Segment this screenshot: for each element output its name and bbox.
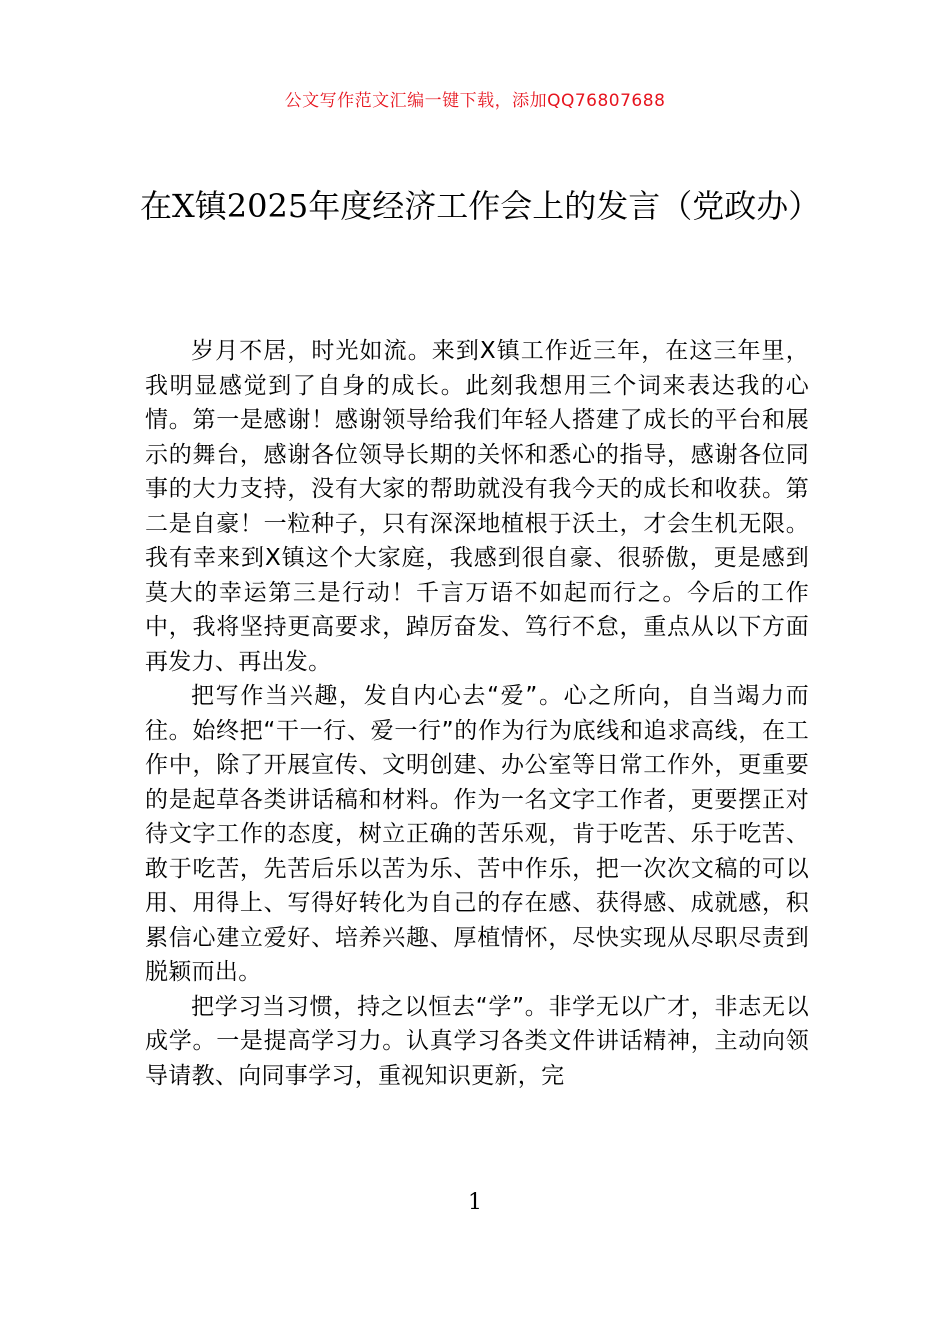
body-paragraph-3: 把学习当习惯，持之以恒去“学”。非学无以广才，非志无以成学。一是提高学习力。认真学习各类文件讲话精神，主动向领导请教、向同事学习，重视知识更新，完 bbox=[145, 993, 809, 1089]
document-title: 在X镇2025年度经济工作会上的发言（党政办） bbox=[140, 187, 821, 225]
body-paragraph-2: 把写作当兴趣，发自内心去“爱”。心之所向，自当竭力而往。始终把“干一行、爱一行”的作为行为底线和追求高线，在工作中，除了开展宣传、文明创建、办公室等日常工作外，更重要的是起草各类讲话稿和材料。作为一名文字工作者，更要摆正对待文字工作的态度，树立正确的苦乐观，肯于吃苦、乐于吃苦、敢于吃苦，先苦后乐以苦为乐、苦中作乐，把一次次文稿的可以用、用得上、写得好转化为自己的存在感、获得感、成就感，积累信心建立爱好、培养兴趣、厚植情怀，尽快实现从尽职尽责到脱颖而出。 bbox=[145, 683, 809, 985]
download-promo-note: 公文写作范文汇编一键下载，添加QQ76807688 bbox=[284, 91, 666, 111]
body-paragraph-1: 岁月不居，时光如流。来到X镇工作近三年，在这三年里，我明显感觉到了自身的成长。此刻我想用三个词来表达我的心情。第一是感谢！感谢领导给我们年轻人搭建了成长的平台和展示的舞台，感谢各位领导长期的关怀和悉心的指导，感谢各位同事的大力支持，没有大家的帮助就没有我今天的成长和收获。第二是自豪！一粒种子，只有深深地植根于沃土，才会生机无限。我有幸来到X镇这个大家庭，我感到很自豪、很骄傲，更是感到莫大的幸运第三是行动！千言万语不如起而行之。今后的工作中，我将坚持更高要求，踔厉奋发、笃行不怠，重点从以下方面再发力、再出发。 bbox=[145, 338, 809, 675]
document-body bbox=[145, 334, 809, 1093]
page-number: 1 bbox=[468, 1190, 482, 1215]
